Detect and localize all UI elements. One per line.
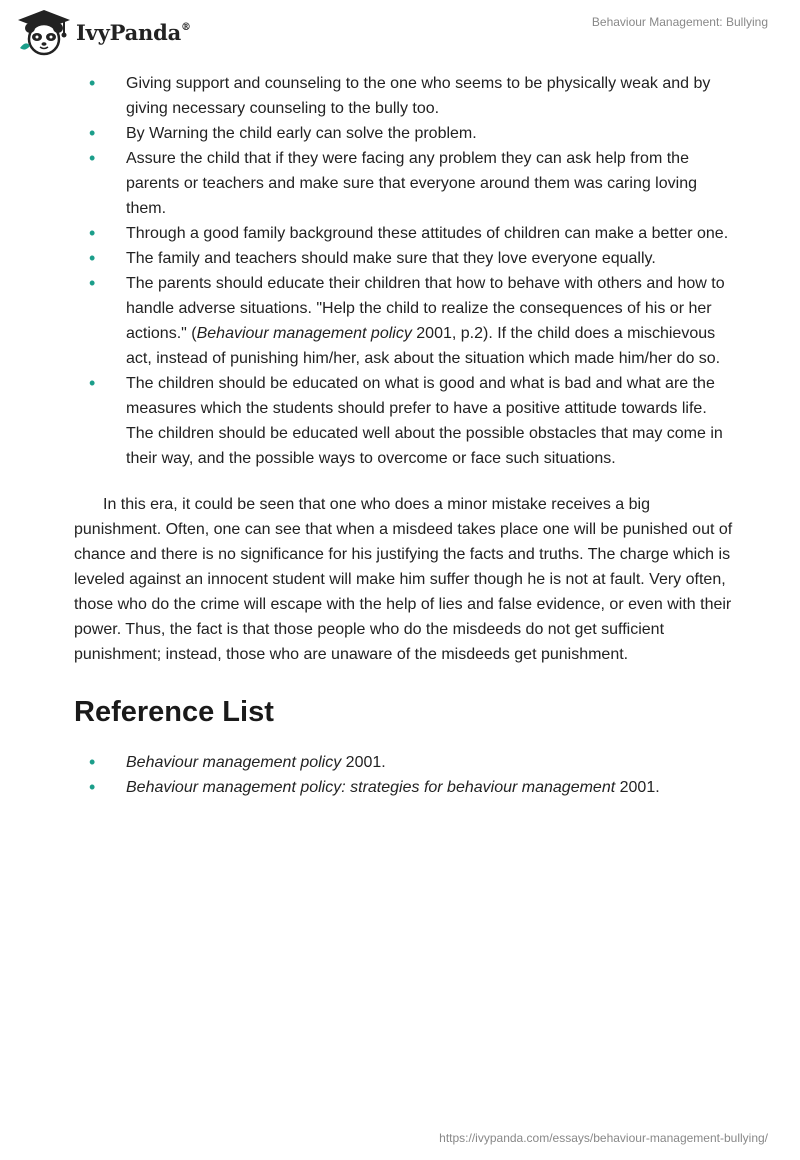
registered-mark: ® — [181, 21, 191, 33]
list-item-text: The family and teachers should make sure that they love everyone equally. — [126, 250, 656, 267]
reference-list-heading: Reference List — [74, 696, 274, 728]
reference-list — [74, 750, 734, 800]
bullet-icon: • — [89, 223, 96, 243]
ivypanda-logo[interactable] — [16, 8, 191, 56]
list-item — [74, 221, 734, 246]
article-body — [74, 71, 734, 800]
reference-title: Behaviour management policy — [126, 754, 342, 771]
body-paragraph: In this era, it could be seen that one who does a minor mistake receives a big punishment. Often, one can see that when a misdeed takes place one will be punished out of chance and there is no significance for his justifying the facts and truths. The charge which is leveled against an innocent student will make him suffer though he is not at fault. Very often, those who do the crime will escape with the help of lies and false evidence, or even with their power. Thus, the fact is that those people who do the misdeeds do not get sufficient punishment; instead, those who are unaware of the misdeeds get punishment. — [74, 496, 733, 663]
document-title: Behaviour Management: Bullying — [591, 15, 768, 29]
list-item — [74, 71, 734, 121]
bullet-icon: • — [89, 123, 96, 143]
bullet-icon: • — [89, 273, 96, 293]
list-item-text: The parents should educate their children that how to behave with others and how to handle adverse situations. "Help the child to realize the consequences of his or her actions." ( — [126, 275, 725, 342]
list-item — [74, 121, 734, 146]
list-item — [74, 246, 734, 271]
advice-list — [74, 71, 734, 471]
bullet-icon: • — [89, 148, 96, 168]
list-item — [74, 371, 734, 471]
list-item-text: By Warning the child early can solve the problem. — [126, 125, 477, 142]
reference-year: 2001. — [615, 779, 660, 796]
list-item-text: The children should be educated on what is good and what is bad and what are the measures which the students should prefer to have a positive attitude towards life. The children should be educated well about the possible obstacles that may come in their way, and the possible ways to overcome or face such situations. — [126, 375, 723, 467]
bullet-icon: • — [89, 752, 96, 772]
brand-name: IvyPanda® — [76, 19, 191, 45]
reference-title: Behaviour management policy: strategies for behaviour management — [126, 779, 616, 796]
list-item-text: Assure the child that if they were facing any problem they can ask help from the parents or teachers and make sure that everyone around them was caring loving them. — [126, 150, 697, 217]
citation-title: Behaviour management policy — [196, 325, 412, 342]
list-item-text: Giving support and counseling to the one who seems to be physically weak and by giving necessary counseling to the bully too. — [126, 75, 711, 117]
source-url[interactable]: https://ivypanda.com/essays/behaviour-management-bullying/ — [439, 1131, 768, 1145]
bullet-icon: • — [89, 373, 96, 393]
list-item-text: Through a good family background these attitudes of children can make a better one. — [126, 225, 729, 242]
page-header — [0, 0, 800, 64]
bullet-icon: • — [89, 777, 96, 797]
reference-year: 2001. — [341, 754, 386, 771]
list-item — [74, 146, 734, 221]
list-item-text: 2001, p.2). If the child does a mischievous act, instead of punishing him/her, ask about the situation which made him/her do so. — [126, 325, 721, 367]
bullet-icon: • — [89, 248, 96, 268]
panda-graduate-icon — [16, 8, 72, 56]
list-item — [74, 271, 734, 371]
reference-item — [74, 750, 734, 775]
bullet-icon: • — [89, 73, 96, 93]
reference-item — [74, 775, 734, 800]
